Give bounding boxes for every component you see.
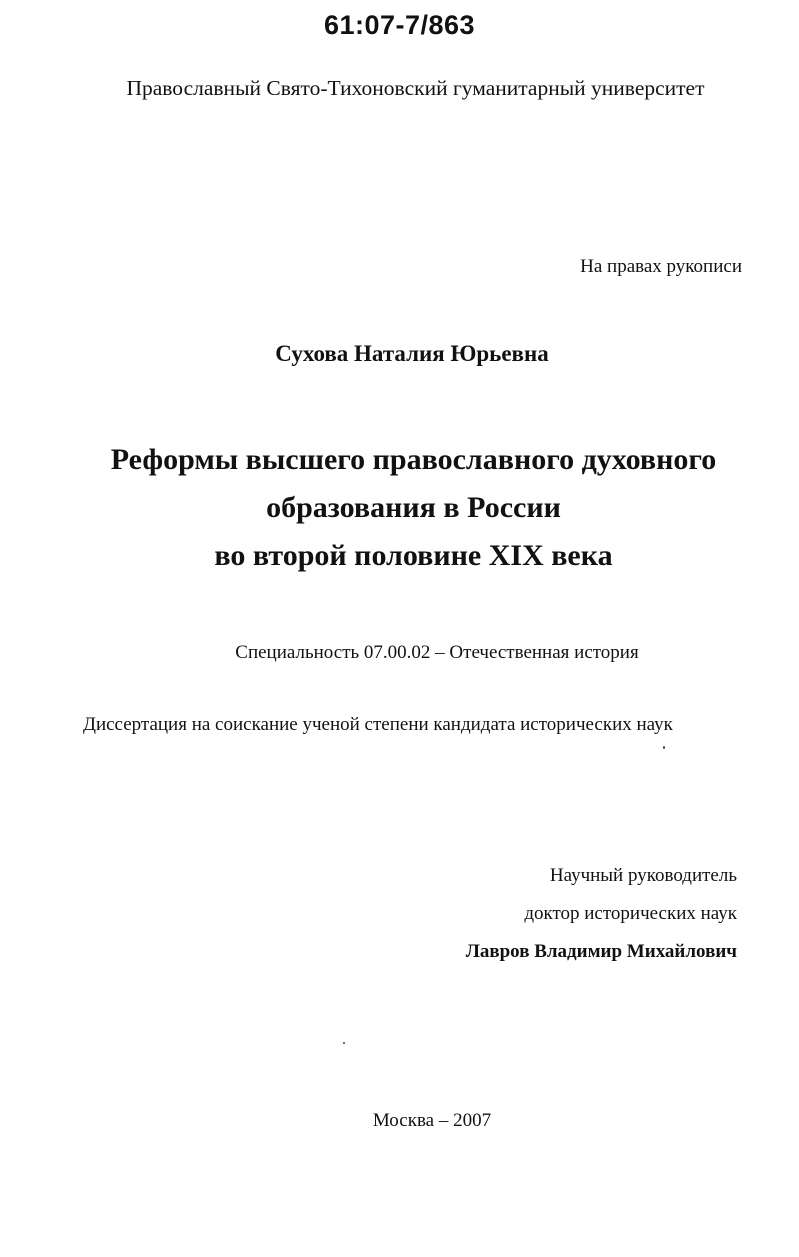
manuscript-note: На правах рукописи [580,256,742,277]
supervisor-block [466,857,737,971]
dissertation-title [0,436,799,580]
author-name: Сухова Наталия Юрьевна [275,341,549,366]
title-line-3: во второй половине XIX века [214,539,613,572]
supervisor-role: Научный руководитель [549,865,737,886]
supervisor-degree: доктор исторических наук [524,903,737,924]
scan-speck [343,1042,345,1044]
supervisor-name: Лавров Владимир Михайлович [465,941,737,962]
catalog-number: 61:07-7/863 [323,10,476,40]
title-line-1: Реформы высшего православного духовного [110,443,717,476]
scan-speck [663,746,665,749]
university-name: Православный Свято-Тихоновский гуманитарный университет [126,76,705,100]
title-line-2: образования в России [266,491,561,524]
city-year: Москва – 2007 [372,1110,492,1131]
specialty: Специальность 07.00.02 – Отечественная история [235,642,639,663]
degree-statement: Диссертация на соискание ученой степени кандидата исторических наук [83,714,673,735]
